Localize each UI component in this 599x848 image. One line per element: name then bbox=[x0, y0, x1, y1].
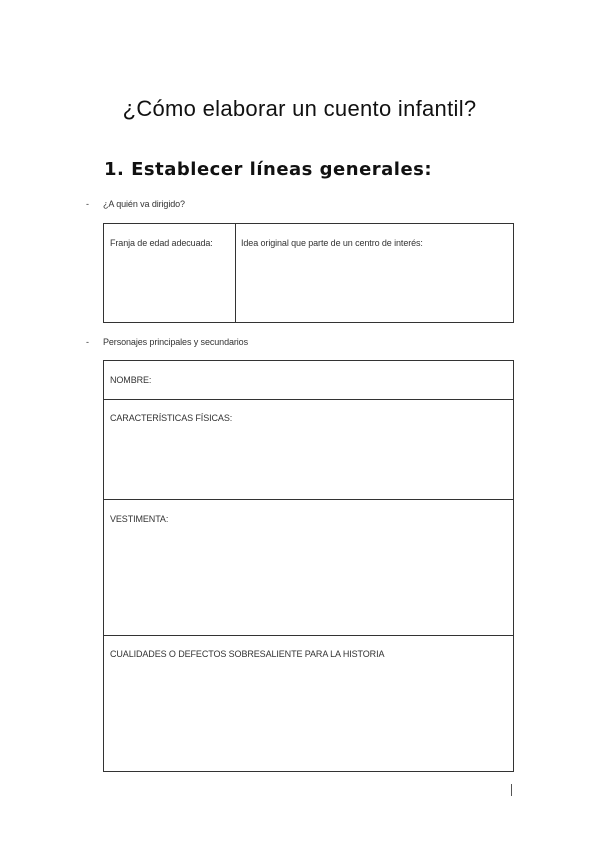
character-table bbox=[103, 360, 514, 772]
bullet-marker: - bbox=[86, 337, 89, 347]
age-range-label: Franja de edad adecuada: bbox=[110, 238, 213, 248]
table-column-divider bbox=[235, 224, 236, 322]
page-number-mark bbox=[511, 784, 512, 796]
table-row-divider bbox=[104, 399, 513, 400]
bullet-audience: ¿A quién va dirigido? bbox=[103, 199, 185, 209]
clothing-row-label: VESTIMENTA: bbox=[110, 514, 169, 524]
audience-table bbox=[103, 223, 514, 323]
bullet-marker: - bbox=[86, 199, 89, 209]
section-heading: 1. Establecer líneas generales: bbox=[104, 159, 433, 180]
physical-traits-row-label: CARACTERÍSTICAS FÍSICAS: bbox=[110, 413, 233, 423]
table-row-divider bbox=[104, 499, 513, 500]
table-row-divider bbox=[104, 635, 513, 636]
document-title: ¿Cómo elaborar un cuento infantil? bbox=[122, 96, 477, 121]
qualities-row-label: CUALIDADES O DEFECTOS SOBRESALIENTE PARA LA HISTORIA bbox=[110, 649, 385, 659]
original-idea-label: Idea original que parte de un centro de interés: bbox=[241, 238, 423, 248]
name-row-label: NOMBRE: bbox=[110, 375, 152, 385]
bullet-characters: Personajes principales y secundarios bbox=[103, 337, 248, 347]
